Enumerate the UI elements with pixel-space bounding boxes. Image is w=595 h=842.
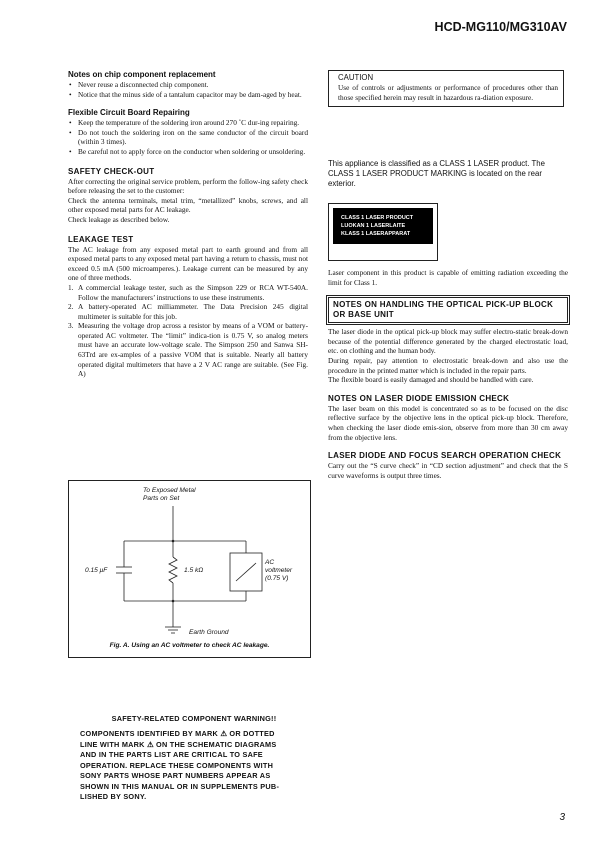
warning-line: OPERATION. REPLACE THESE COMPONENTS WITH (80, 760, 274, 770)
left-column (68, 70, 308, 379)
warning-line: AND IN THE PARTS LIST ARE CRITICAL TO SAFE (80, 750, 263, 759)
figure-top-label-line: Parts on Set (143, 495, 180, 502)
warning-line: LISHED BY SONY. (80, 792, 147, 801)
leakage-item-number: 3. (68, 321, 74, 331)
focus-body: Carry out the “S curve check” in “CD section adjustment” and check that the S curve waveforms is output three times. (328, 461, 568, 480)
flex-item: • Do not touch the soldering iron on the same conductor of the circuit board (within 3 times). (68, 128, 308, 147)
warning-line: SONY PARTS WHOSE PART NUMBERS APPEAR AS (80, 771, 271, 780)
capacitor-label: 0.15 μF (85, 567, 108, 574)
emission-title: NOTES ON LASER DIODE EMISSION CHECK (328, 393, 510, 403)
warning-line: LINE WITH MARK ⚠ ON THE SCHEMATIC DIAGRAMS (80, 739, 277, 749)
laser-label-line: KLASS 1 LASERAPPARAT (341, 231, 411, 237)
resistor-label: 1.5 kΩ (184, 567, 204, 574)
optical-title: NOTES ON HANDLING THE OPTICAL PICK-UP BLOCK OR BASE UNIT (328, 297, 568, 323)
chip-item: • Never reuse a disconnected chip component. (68, 80, 308, 90)
voltmeter-label-line: (0.75 V) (265, 575, 289, 582)
optical-p1: The laser diode in the optical pick-up block may suffer electro-static break-down because of the potential difference generated by the charged electrostatic load, etc. on clothing and the human body. (328, 327, 568, 356)
leakage-intro: The AC leakage from any exposed metal part to earth ground and from all exposed metal parts to any exposed metal part having a return to chassis, must not exceed 0.5 mA (500 microamperes.). Leakage current can be measured by any one of three methods. (68, 244, 308, 283)
caution-title: CAUTION (338, 73, 374, 82)
flex-item: • Keep the temperature of the soldering iron around 270 ˚C dur-ing repairing. (68, 118, 308, 128)
laser-label-frame (328, 203, 438, 261)
chip-list (68, 80, 308, 99)
leakage-item-text: A commercial leakage tester, such as the Simpson 229 or RCA WT-540A. Follow the manufacturers’ instructions to use these instruments. (78, 282, 308, 302)
laser-label-line: CLASS 1 LASER PRODUCT (341, 215, 414, 221)
safety-body-3: Check leakage as described below. (68, 214, 170, 224)
model-title: HCD-MG110/MG310AV (434, 20, 567, 34)
optical-p2: During repair, pay attention to electrostatic break-down and also use the procedure in the printed matter which is included in the repair parts. (328, 355, 568, 375)
figure-caption: Fig. A. Using an AC voltmeter to check AC leakage. (109, 642, 270, 649)
safety-body-2: Check the antenna terminals, metal trim, “metallized” knobs, screws, and all other exposed metal parts for AC leakage. (68, 195, 308, 215)
class1-text: This appliance is classified as a CLASS 1 LASER product. The CLASS 1 LASER PRODUCT MARKING is located on the rear exterior. (328, 159, 545, 188)
warning-line: SHOWN IN THIS MANUAL OR IN SUPPLEMENTS PUB- (80, 781, 280, 791)
figure-top-label (143, 487, 196, 503)
warning-line: COMPONENTS IDENTIFIED BY MARK ⚠ OR DOTTED (80, 729, 275, 738)
focus-title: LASER DIODE AND FOCUS SEARCH OPERATION CHECK (328, 451, 562, 461)
ground-label: Earth Ground (189, 629, 229, 636)
class-1-laser-product-label (333, 208, 433, 244)
chip-title: Notes on chip component replacement (68, 70, 216, 79)
leakage-item (68, 283, 308, 302)
caution-box (328, 70, 564, 107)
laser-label-line: LUOKAN 1 LASERLAITE (341, 223, 406, 229)
chip-item: • Notice that the minus side of a tantalum capacitor may be dam-aged by heat. (68, 90, 308, 100)
flex-list (68, 118, 308, 156)
figure-a (68, 480, 311, 658)
safety-title: SAFETY CHECK-OUT (68, 166, 155, 176)
voltmeter-label-line: voltmeter (265, 567, 293, 574)
leakage-item-text: A battery-operated AC milliammeter. The Data Precision 245 digital multimeter is suitable for this job. (78, 302, 308, 321)
page-number: 3 (559, 812, 565, 823)
flex-title: Flexible Circuit Board Repairing (68, 108, 190, 118)
leakage-item (68, 302, 308, 321)
leakage-item-text: Measuring the voltage drop across a resistor by means of a VOM or battery-operated AC voltmeter. The “limit” indica-tion is 0.75 V, so analog meters must have an accurate low-voltage scale. The Simpson 250 and Sanwa SH-63Trd are ex-amples of a passive VOM that is suitable. Nearly all battery operated digital multimeters that have a 2 V AC range are suitable. (See Fig. A) (78, 321, 308, 379)
voltmeter-label-line: AC (265, 559, 275, 566)
figure-top-label-line: To Exposed Metal (143, 487, 196, 494)
optical-p3: The flexible board is easily damaged and should be handled with care. (328, 375, 534, 385)
laser-component-text: Laser component in this product is capable of emitting radiation exceeding the limit for Class 1. (328, 268, 568, 287)
warning-body (80, 729, 308, 803)
leakage-item-number: 1. (68, 282, 74, 292)
leakage-item (68, 321, 308, 379)
leakage-list (68, 283, 308, 379)
voltmeter-label (265, 559, 292, 583)
flex-item: • Be careful not to apply force on the conductor when soldering or unsoldering. (68, 147, 308, 157)
warning-title: SAFETY-RELATED COMPONENT WARNING!! (111, 714, 277, 723)
caution-body: Use of controls or adjustments or performance of procedures other than those specified herein may result in hazardous ra-diation exposure. (338, 83, 558, 102)
leakage-item-number: 2. (68, 302, 74, 312)
leakage-title: LEAKAGE TEST (68, 234, 134, 244)
safety-body: After correcting the original service problem, perform the follow-ing safety check before releasing the set to the customer: (68, 176, 308, 196)
right-column (328, 268, 568, 480)
emission-body: The laser beam on this model is concentrated so as to be focused on the disc reflective surface by the objective lens in the optical pick-up block. Therefore, when checking the laser diode emis-sion, observe from more than 30 cm away from the objective lens. (328, 403, 568, 442)
